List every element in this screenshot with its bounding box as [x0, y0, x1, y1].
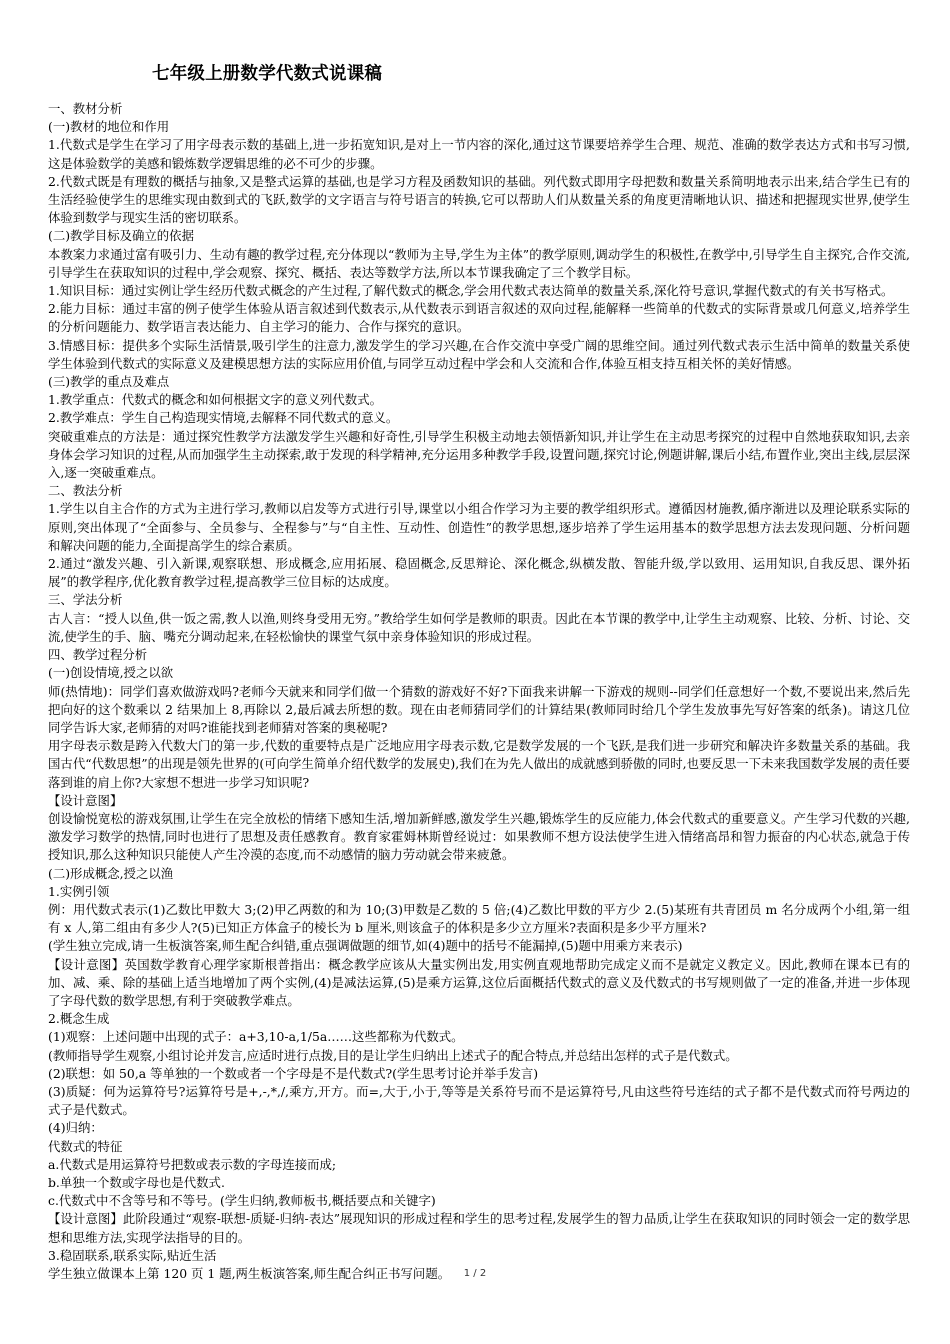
paragraph: (3)质疑：何为运算符号?运算符号是+,-,*,/,乘方,开方。而=,大于,小于,等等是关系符号而不是运算符号,凡由这些符号连结的式子都不是代数式而符号两边的式子是代数式。 — [48, 1083, 910, 1118]
paragraph: 古人言：“授人以鱼,供一饭之需,教人以渔,则终身受用无穷。”教给学生如何学是教师的职责。因此在本节课的教学中,让学生主动观察、比较、分析、讨论、交流,使学生的手、脑、嘴充分调动起来,在轻松愉快的课堂气氛中亲身体验知识的形成过程。 — [48, 610, 910, 644]
paragraph: (一)创设情境,授之以欲 — [48, 665, 174, 681]
paragraph: (二)教学目标及确立的依据 — [48, 228, 194, 244]
paragraph-list — [48, 100, 910, 1283]
paragraph: 1.实例引领 — [48, 883, 110, 899]
paragraph: 3.稳固联系,联系实际,贴近生活 — [48, 1247, 217, 1263]
paragraph: 一、教材分析 — [48, 101, 123, 116]
paragraph: b.单独一个数或字母也是代数式. — [48, 1174, 225, 1190]
paragraph: 突破重难点的方法是：通过探究性教学方法激发学生兴趣和好奇性,引导学生积极主动地去领悟新知识,并让学生在主动思考探究的过程中自然地获取知识,去亲身体会学习知识的过程,从而加强学生主动探索,敢于发现的科学精神,充分运用多种教学手段,设置问题,探究讨论,例题讲解,课后小结,布置作业,突出主线,层层深入,逐一突破重难点。 — [48, 428, 910, 481]
paragraph: 师(热情地)：同学们喜欢做游戏吗?老师今天就来和同学们做一个猜数的游戏好不好?下面我来讲解一下游戏的规则--同学们任意想好一个数,不要说出来,然后先把向好的这个数乘以 2 结果加上 8,再除以 2,最后减去所想的数。现在由老师猜同学们的计算结果(教师同时给几个学生发放事先写好答案的纸条)。请这几位同学告诉大家,老师猜的对吗?谁能找到老师猜对答案的奥秘呢? — [48, 683, 910, 735]
paragraph: 本教案力求通过富有吸引力、生动有趣的教学过程,充分体现以“教师为主导,学生为主体”的教学原则,调动学生的积极性,在教学中,引导学生自主探究,合作交流,引导学生在获取知识的过程中,学会观察、探究、概括、表达等数学方法,所以本节课我确定了三个教学目标。 — [48, 246, 910, 280]
paragraph: 2.通过“激发兴趣、引入新课,观察联想、形成概念,应用拓展、稳固概念,反思辩论、深化概念,纵横发散、智能升级,学以致用、运用知识,自我反思、课外拓展”的教学程序,优化教育教学过程,提高教学三位目标的达成度。 — [48, 556, 910, 590]
paragraph: 1.代数式是学生在学习了用字母表示数的基础上,进一步拓宽知识,是对上一节内容的深化,通过这节课要培养学生合理、规范、准确的数学表达方式和书写习惯,这是体验数学的美感和锻炼数学逻辑思维的必不可少的步骤。 — [48, 137, 910, 171]
paragraph: 3.情感目标：提供多个实际生活情景,吸引学生的注意力,激发学生的学习兴趣,在合作交流中享受广阔的思维空间。通过列代数式表示生活中简单的数量关系使学生体验到代数式的实际意义及建模思想方法的实际应用价值,与同学互动过程中学会和人交流和合作,体验互相支持互相关怀的美好情感。 — [48, 337, 910, 371]
paragraph: 【设计意图】 — [48, 792, 123, 808]
paragraph: (二)形成概念,授之以渔 — [48, 865, 174, 881]
paragraph: (1)观察：上述问题中出现的式子：a+3,10-a,1/5a……这些都称为代数式。 — [48, 1029, 464, 1045]
paragraph: c.代数式中不含等号和不等号。(学生归纳,教师板书,概括要点和关键字) — [48, 1193, 436, 1209]
document-body — [48, 62, 910, 1283]
paragraph: (一)教材的地位和作用 — [48, 119, 170, 135]
paragraph: 三、学法分析 — [48, 592, 123, 608]
paragraph: 1.教学重点：代数式的概念和如何根据文字的意义列代数式。 — [48, 392, 382, 408]
paragraph: 二、教法分析 — [48, 483, 123, 499]
paragraph: 四、教学过程分析 — [48, 647, 148, 663]
paragraph: 2.概念生成 — [48, 1011, 110, 1027]
paragraph: a.代数式是用运算符号把数或表示数的字母连接而成; — [48, 1156, 337, 1172]
paragraph: 学生独立做课本上第 120 页 1 题,两生板演答案,师生配合纠正书写问题。 — [48, 1266, 451, 1281]
paragraph: (学生独立完成,请一生板演答案,师生配合纠错,重点强调做题的细节,如(4)题中的括号不能漏掉,(5)题中用乘方来表示) — [48, 938, 683, 954]
paragraph: 例：用代数式表示(1)乙数比甲数大 3;(2)甲乙两数的和为 10;(3)甲数是乙数的 5 倍;(4)乙数比甲数的平方少 2.(5)某班有共青团员 m 名分成两个小组,第一组有 x 人,第二组由有多少人?(5)已知正方体盒子的棱长为 b 厘米,则该盒子的体积是多少立方厘米?表面积是多少平方厘米? — [48, 901, 910, 936]
paragraph: 2.教学难点：学生自己构造现实情境,去解释不同代数式的意义。 — [48, 410, 399, 426]
document-title: 七年级上册数学代数式说课稿 — [152, 64, 383, 84]
paragraph: 1.知识目标：通过实例让学生经历代数式概念的产生过程,了解代数式的概念,学会用代数式表达简单的数量关系,深化符号意识,掌握代数式的有关书写格式。 — [48, 283, 894, 299]
paragraph: (三)教学的重点及难点 — [48, 374, 170, 390]
paragraph: 代数式的特征 — [48, 1138, 123, 1154]
paragraph: (2)联想：如 50,a 等单独的一个数或者一个字母是不是代数式?(学生思考讨论并举手发言) — [48, 1065, 539, 1081]
page-number: 1 / 2 — [463, 1268, 487, 1279]
paragraph: 创设愉悦宽松的游戏氛围,让学生在完全放松的情绪下感知生活,增加新鲜感,激发学生兴趣,锻炼学生的反应能力,体会代数式的重要意义。产生学习代数的兴趣,激发学习数学的热情,同时也进行了思想及责任感教育。教育家霍姆林斯曾经说过：如果教师不想方设法使学生进入情绪高昂和智力振奋的内心状态,就急于传授知识,那么这种知识只能使人产生冷漠的态度,而不动感情的脑力劳动就会带来疲惫。 — [48, 810, 910, 863]
paragraph: (教师指导学生观察,小组讨论并发言,应适时进行点拨,目的是让学生归纳出上述式子的配合特点,并总结出怎样的式子是代数式。 — [48, 1047, 738, 1063]
paragraph: (4)归纳： — [48, 1120, 103, 1136]
paragraph: 1.学生以自主合作的方式为主进行学习,教师以启发等方式进行引导,课堂以小组合作学习为主要的教学组织形式。遵循因材施教,循序渐进以及理论联系实际的原则,突出体现了“全面参与、全员参与、全程参与”与“自主性、互动性、创造性”的教学思想,逐步培养了学生运用基本的数学思想方法去发现问题、分析问题和解决问题的能力,全面提高学生的综合素质。 — [48, 501, 910, 553]
paragraph: 【设计意图】英国数学教育心理学家斯根普指出：概念教学应该从大量实例出发,用实例直观地帮助完成定义而不是就定义教定义。因此,教师在课本已有的加、减、乘、除的基础上适当地增加了两个实例,(4)是减法运算,(5)是乘方运算,这位后面概括代数式的意义及代数式的书写规则做了一定的准备,并进一步体现了字母代数的数学思想,有利于突破教学难点。 — [48, 956, 910, 1008]
paragraph: 用字母表示数是跨入代数大门的第一步,代数的重要特点是广泛地应用字母表示数,它是数学发展的一个飞跃,是我们进一步研究和解决许多数量关系的基础。我国古代“代数思想”的出现是领先世界的(可向学生简单介绍代数学的发展史),我们在为先人做出的成就感到骄傲的同时,也要反思一下未来我国数学发展的责任要落到谁的肩上你?大家想不想进一步学习知识呢? — [48, 738, 910, 790]
paragraph: 2.代数式既是有理数的概括与抽象,又是整式运算的基础,也是学习方程及函数知识的基础。列代数式即用字母把数和数量关系简明地表示出来,结合学生已有的生活经验使学生的思维实现由数到式的飞跃,数学的文字语言与符号语言的转换,它可以帮助人们从数量关系的角度更清晰地认识、描述和把握现实世界,使学生体验到数学与现实生活的密切联系。 — [48, 173, 910, 226]
paragraph: 【设计意图】此阶段通过“观察-联想-质疑-归纳-表达”展现知识的形成过程和学生的思考过程,发展学生的智力品质,让学生在获取知识的同时领会一定的数学思想和思维方法,实现学法指导的目的。 — [48, 1211, 910, 1245]
paragraph: 2.能力目标：通过丰富的例子使学生体验从语言叙述到代数表示,从代数表示到语言叙述的双向过程,能解释一些简单的代数式的实际背景或几何意义,培养学生的分析问题能力、数学语言表达能力、自主学习的能力、合作与探究的意识。 — [48, 301, 910, 335]
